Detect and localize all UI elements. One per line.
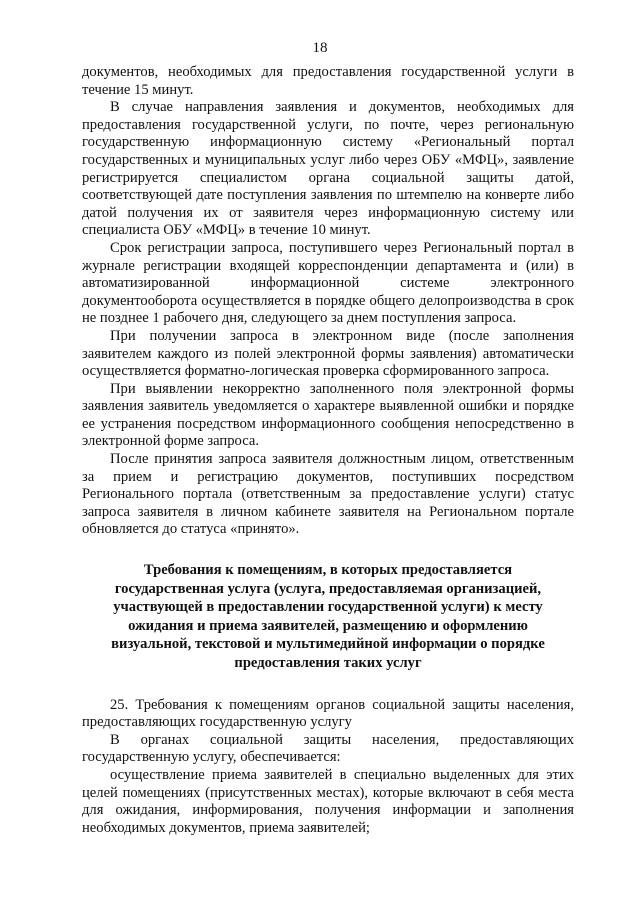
paragraph-mail-registration: В случае направления заявления и документов, необходимых для предоставления государственной услуги, по почте, через региональную государственную информационную систему «Региональный портал государственных и муниципальных услуг либо через ОБУ «МФЦ», заявление регистрируется специалистом органа социальной защиты датой, соответствующей дате поступления заявления по штемпелю на конверте либо датой получения их от заявителя через информационную систему или специалиста ОБУ «МФЦ» в течение 10 минут. [82, 99, 574, 239]
paragraph-status-accepted: После принятия запроса заявителя должностным лицом, ответственным за прием и регистрацию документов, поступивших посредством Регионального портала (ответственным за предоставление услуги) статус запроса заявителя в личном кабинете заявителя на Региональном портале обновляется до статуса «принято». [82, 451, 574, 538]
paragraph-error-notification: При выявлении некорректно заполненного поля электронной формы заявления заявитель уведомляется о характере выявленной ошибки и порядке ее устранения посредством информационного сообщения непосредственно в электронной форме запроса. [82, 380, 574, 450]
page-number: 18 [312, 40, 328, 56]
paragraph-provided: В органах социальной защиты населения, предоставляющих государственную услугу, обеспечивается: [82, 731, 574, 766]
paragraph-item-25: 25. Требования к помещениям органов социальной защиты населения, предоставляющих государственную услугу [82, 696, 574, 731]
paragraph-electronic-check: При получении запроса в электронном виде (после заполнения заявителем каждого из полей электронной формы заявления) автоматически осуществляется форматно-логическая проверка сформированного запроса. [82, 327, 574, 380]
paragraph-portal-registration-term: Срок регистрации запроса, поступившего через Региональный портал в журнале регистрации входящей корреспонденции департамента и (или) в автоматизированной информационной системе электронного документооборота осуществляется в порядке общего делопроизводства в срок не позднее 1 рабочего дня, следующего за днем поступления запроса. [82, 239, 574, 327]
paragraph-continuation: документов, необходимых для предоставления государственной услуги в течение 15 минут. [82, 64, 574, 98]
section-heading: Требования к помещениям, в которых предоставляется государственная услуга (услуга, предоставляемая организацией, участвующей в предоставлении государственной услуги) к месту ожидания и приема заявителей, размещению и оформлению визуальной, текстовой и мультимедийной информации о порядке предоставления таких услуг [111, 562, 545, 671]
document-body [82, 64, 574, 837]
paragraph-reception-premises: осуществление приема заявителей в специально выделенных для этих целей помещениях (присутственных местах), которые включают в себя места для ожидания, информирования, получения информации и заполнения необходимых документов, приема заявителей; [82, 766, 574, 836]
